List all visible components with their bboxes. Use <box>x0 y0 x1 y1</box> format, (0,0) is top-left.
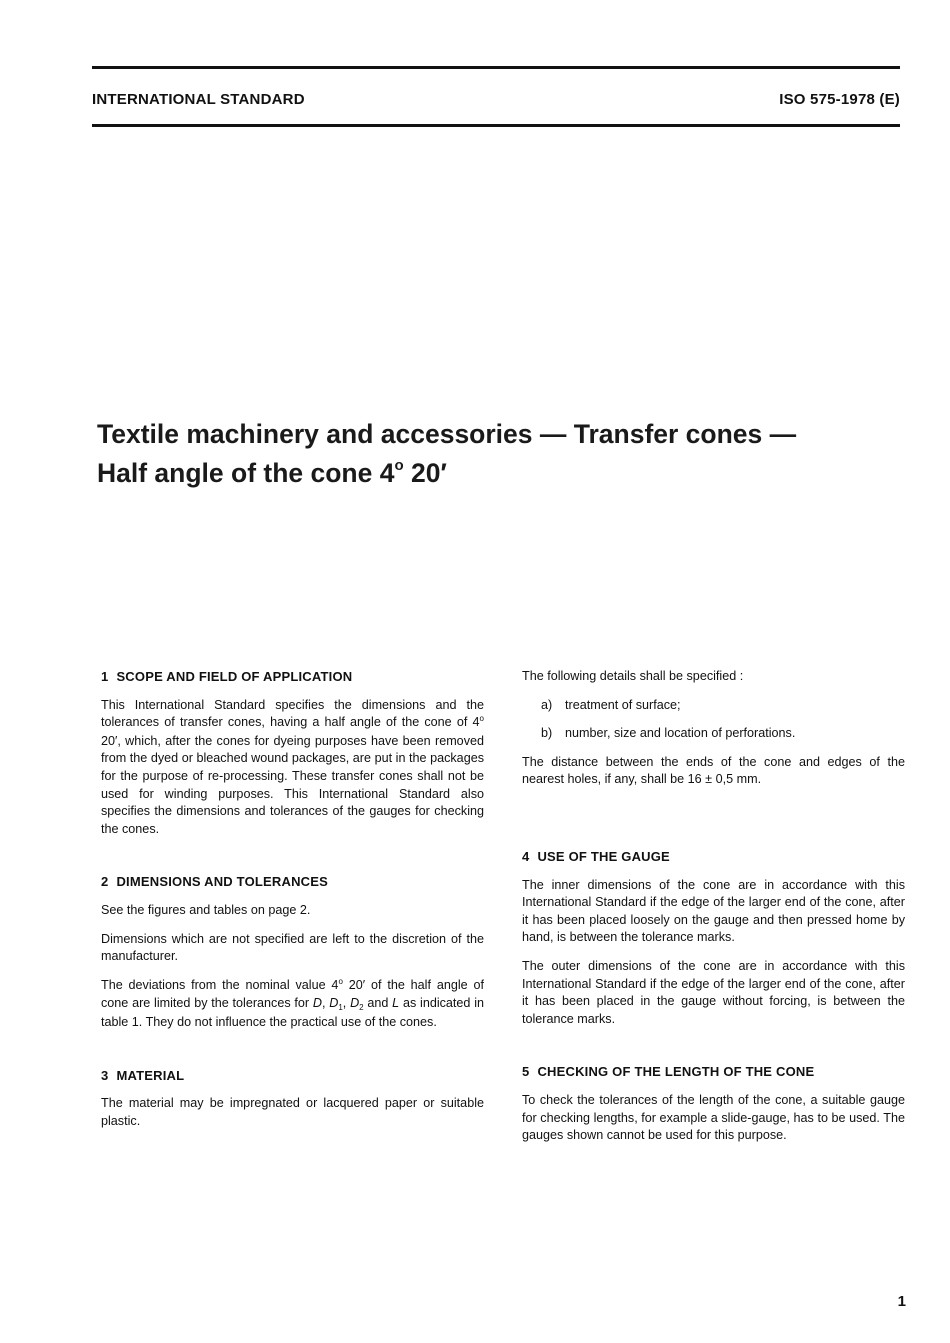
section-2-paragraph-3: The deviations from the nominal value 4$^o$ 20′ of the half angle of cone are limited by the tolerances for D, $D_1$, $D_2$ and L as indicated in table 1. They do not influence the practical use of the cones. <box>101 976 485 1029</box>
section-2-heading: 2 DIMENSIONS AND TOLERANCES <box>101 874 329 890</box>
list-item: b) number, size and location of perforations. <box>541 726 796 741</box>
right-column <box>522 668 905 1156</box>
section-4-paragraph-1: The inner dimensions of the cone are in accordance with this International Standard if the edge of the larger end of the cone, after it has been placed loosely on the gauge and then pressed home by hand, is between the tolerance marks. <box>522 877 905 945</box>
title-degree-symbol: o <box>394 457 404 474</box>
section-2-paragraph-2: Dimensions which are not specified are left to the discretion of the manufacturer. <box>101 931 484 964</box>
header-top-rule <box>92 66 900 69</box>
document-title <box>97 418 796 490</box>
section-5-heading: 5 CHECKING OF THE LENGTH OF THE CONE <box>522 1064 815 1080</box>
details-intro: The following details shall be specified : <box>522 669 744 683</box>
title-line-1: Textile machinery and accessories — Transfer cones — <box>97 419 797 449</box>
left-column <box>101 668 484 1141</box>
holes-distance-paragraph: The distance between the ends of the cone and edges of the nearest holes, if any, shall be 16 ± 0,5 mm. <box>522 754 905 787</box>
header-bottom-rule <box>92 124 900 127</box>
section-1-paragraph: This International Standard specifies the dimensions and the tolerances of transfer cones, having a half angle of the cone of 4$^o$ 20′, which, after the cones for dyeing purposes have been removed from the dyed or bleached wound packages, are put in the packages for the purpose of re-processing. These transfer cones shall not be used for winding purposes. This International Standard also specifies the dimensions and tolerances of the gauges for checking the cones. <box>101 697 484 836</box>
section-1-heading: 1 SCOPE AND FIELD OF APPLICATION <box>101 669 353 684</box>
page-number: 1 <box>897 1293 906 1310</box>
header-standard-number: ISO 575-1978 (E) <box>779 91 900 108</box>
section-3-heading: 3 MATERIAL <box>101 1067 185 1083</box>
section-2-paragraph-1: See the figures and tables on page 2. <box>101 902 311 917</box>
title-line-2: Half angle of the cone 4$^o$ 20′ <box>97 457 447 488</box>
section-5-paragraph: To check the tolerances of the length of the cone, a suitable gauge for checking lengths, for example a slide-gauge, has to be used. The gauges shown cannot be used for this purpose. <box>522 1092 905 1143</box>
section-4-heading: 4 USE OF THE GAUGE <box>522 848 670 864</box>
section-4-paragraph-2: The outer dimensions of the cone are in accordance with this International Standard if the edge of the larger end of the cone, after it has been placed in the gauge without forcing, is between the tolerance marks. <box>522 958 905 1026</box>
list-item: a) treatment of surface; <box>541 697 681 712</box>
header-document-type: INTERNATIONAL STANDARD <box>92 91 305 108</box>
section-3-paragraph: The material may be impregnated or lacquered paper or suitable plastic. <box>101 1096 484 1128</box>
